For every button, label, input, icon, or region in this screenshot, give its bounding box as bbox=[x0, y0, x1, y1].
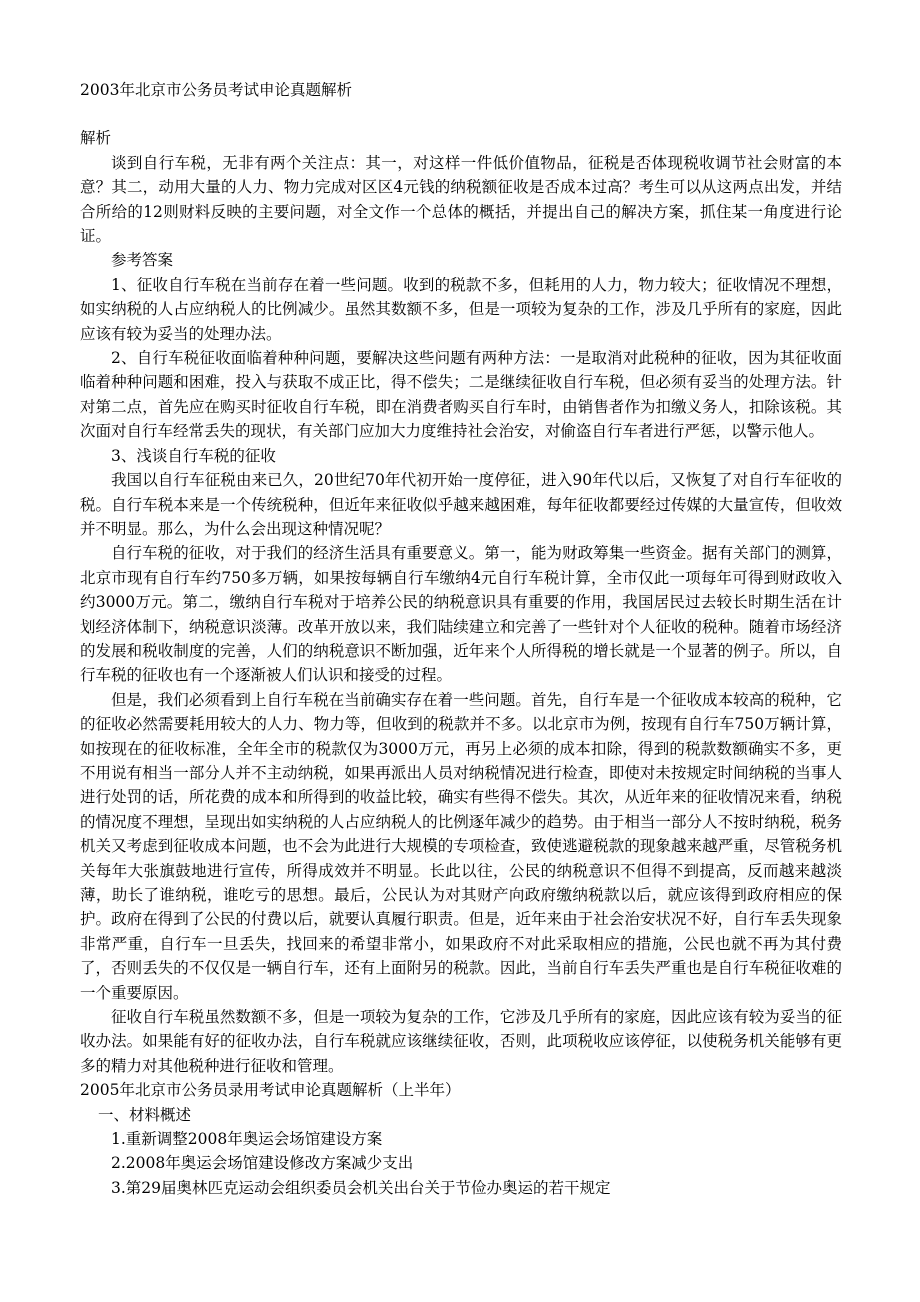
essay-paragraph-2: 自行车税的征收，对于我们的经济生活具有重要意义。第一，能为财政筹集一些资金。据有关部门的测算，北京市现有自行车约750多万辆，如果按每辆自行车缴纳4元自行车税计算，全市仅此一项每年可得到财政收入约3000万元。第二，缴纳自行车税对于培养公民的纳税意识具有重要的作用，我国居民过去较长时期生活在计划经济体制下，纳税意识淡薄。改革开放以来，我们陆续建立和完善了一些针对个人征收的税种。随着市场经济的发展和税收制度的完善，人们的纳税意识不断加强，近年来个人所得税的增长就是一个显著的例子。所以，自行车税的征收也有一个逐渐被人们认识和接受的过程。 bbox=[80, 544, 842, 685]
essay-paragraph-1: 我国以自行车征税由来已久，20世纪70年代初开始一度停征，进入90年代以后，又恢复了对自行车征收的税。自行车税本来是一个传统税种，但近年来征收似乎越来越困难，每年征收都要经过传媒的大量宣传，但收效并不明显。那么，为什么会出现这种情况呢？ bbox=[80, 471, 842, 538]
material-item-3: 3.第29届奥林匹克运动会组织委员会机关出台关于节俭办奥运的若干规定 bbox=[111, 1178, 611, 1197]
answer-2-paragraph: 2、自行车税征收面临着种种问题，要解决这些问题有两种方法：一是取消对此税种的征收，因为其征收面临着种种问题和困难，投入与获取不成正比，得不偿失；二是继续征收自行车税，但必须有妥当的处理方法。针对第二点，首先应在购买时征收自行车税，即在消费者购买自行车时，由销售者作为扣缴义务人，扣除该税。其次面对自行车经常丢失的现状，有关部门应加大力度维持社会治安，对偷盗自行车者进行严惩，以警示他人。 bbox=[80, 349, 842, 441]
document-title: 2003年北京市公务员考试申论真题解析 bbox=[80, 81, 352, 99]
materials-heading: 一、材料概述 bbox=[98, 1105, 192, 1124]
essay-paragraph-4: 征收自行车税虽然数额不多，但是一项较为复杂的工作，它涉及几乎所有的家庭，因此应该有较为妥当的征收办法。如果能有好的征收办法，自行车税就应该继续征收，否则，此项税收应该停征，以使税务机关能够有更多的精力对其他税种进行征收和管理。 bbox=[80, 1008, 842, 1075]
section-title-2005: 2005年北京市公务员录用考试申论真题解析（上半年） bbox=[80, 1081, 461, 1100]
blank-line bbox=[80, 102, 842, 126]
reference-answer-heading: 参考答案 bbox=[111, 251, 174, 270]
analysis-heading: 解析 bbox=[80, 129, 112, 148]
analysis-paragraph: 谈到自行车税，无非有两个关注点：其一，对这样一件低价值物品，征税是否体现税收调节社会财富的本意？其二，动用大量的人力、物力完成对区区4元钱的纳税额征收是否成本过高？考生可以从这两点出发，并结合所给的12则财料反映的主要问题，对全文作一个总体的概括，并提出自己的解决方案，抓住某一角度进行论证。 bbox=[80, 153, 842, 246]
essay-paragraph-3: 但是，我们必须看到上自行车税在当前确实存在着一些问题。首先，自行车是一个征收成本较高的税种，它的征收必然需要耗用较大的人力、物力等，但收到的税款并不多。以北京市为例，按现有自行车750万辆计算，如按现在的征收标准，全年全市的税款仅为3000万元，再另上必须的成本扣除，得到的税款数额确实不多，更不用说有相当一部分人并不主动纳税，如果再派出人员对纳税情况进行检查，即使对未按规定时间纳税的当事人进行处罚的话，所花费的成本和所得到的收益比较，确实有些得不偿失。其次，从近年来的征收情况来看，纳税的情况度不理想，呈现出如实纳税的人占应纳税人的比例逐年减少的趋势。由于相当一部分人不按时纳税，税务机关又考虑到征收成本问题，也不会为此进行大规模的专项检查，致使逃避税款的现象越来越严重，尽管税务机关每年大张旗鼓地进行宣传，所得成效并不明显。长此以往，公民的纳税意识不但得不到提高，反而越来越淡薄，助长了谁纳税，谁吃亏的思想。最后，公民认为对其财产向政府缴纳税款以后，就应该得到政府相应的保护。政府在得到了公民的付费以后，就要认真履行职责。但是，近年来由于社会治安状况不好，自行车丢失现象非常严重，自行车一旦丢失，找回来的希望非常小，如果政府不对此采取相应的措施，公民也就不再为其付费了，否则丢失的不仅仅是一辆自行车，还有上面附另的税款。因此，当前自行车丢失严重也是自行车税征收难的一个重要原因。 bbox=[80, 690, 842, 1002]
material-item-2: 2.2008年奥运会场馆建设修改方案减少支出 bbox=[111, 1154, 414, 1173]
answer-1-paragraph: 1、征收自行车税在当前存在着一些问题。收到的税款不多，但耗用的人力，物力较大；征收情况不理想，如实纳税的人占应纳税人的比例减少。虽然其数额不多，但是一项较为复杂的工作，涉及几乎所有的家庭，因此应该有较为妥当的处理办法。 bbox=[80, 275, 842, 343]
material-item-1: 1.重新调整2008年奥运会场馆建设方案 bbox=[111, 1130, 383, 1149]
answer-3-heading: 3、浅谈自行车税的征收 bbox=[111, 446, 276, 465]
document-page bbox=[80, 78, 842, 1200]
